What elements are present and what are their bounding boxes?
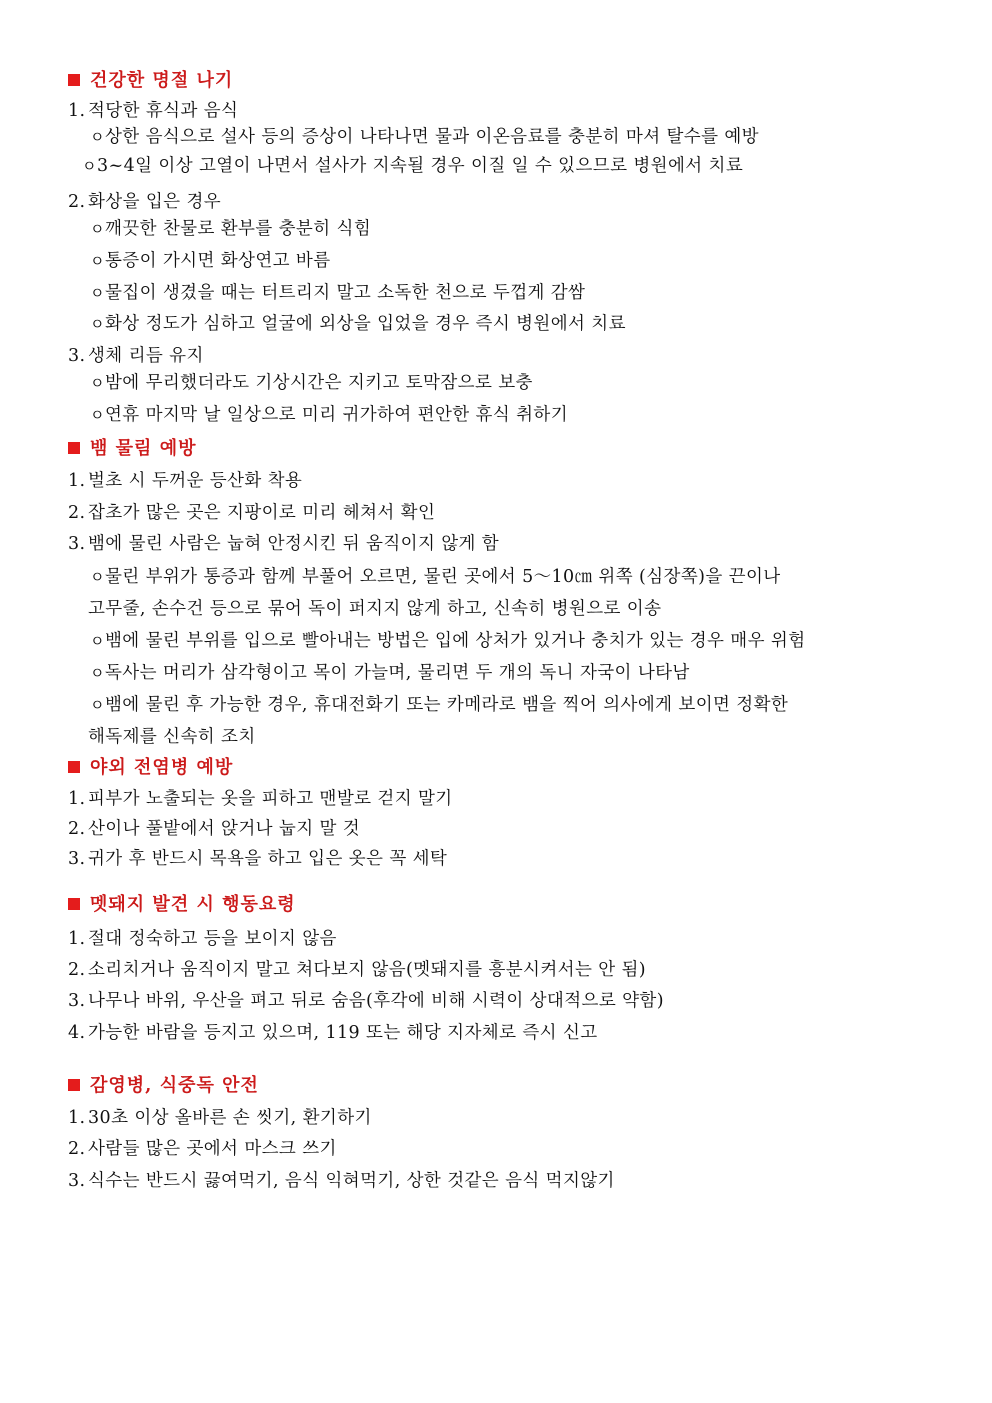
sub-bullet: ㅇ깨끗한 찬물로 환부를 충분히 식힘 <box>90 219 372 239</box>
square-bullet-icon <box>68 1079 80 1091</box>
list-item: 3. 생체 리듬 유지 <box>68 346 204 366</box>
circle-bullet-icon: ㅇ <box>90 568 105 586</box>
sub-bullet: ㅇ독사는 머리가 삼각형이고 목이 가늘며, 물리면 두 개의 독니 자국이 나타남 <box>90 663 690 683</box>
sub-bullet: ㅇ밤에 무리했더라도 기상시간은 지키고 토막잠으로 보충 <box>90 373 533 393</box>
sub-bullet-continuation: 해독제를 신속히 조치 <box>88 727 256 747</box>
sub-bullet: ㅇ연휴 마지막 날 일상으로 미리 귀가하여 편안한 휴식 취하기 <box>90 405 569 425</box>
list-item: 2. 화상을 입은 경우 <box>68 192 222 212</box>
circle-bullet-icon: ㅇ <box>90 315 105 333</box>
circle-bullet-icon: ㅇ <box>90 128 105 146</box>
list-item: 1. 30초 이상 올바른 손 씻기, 환기하기 <box>68 1108 372 1128</box>
list-item: 1. 적당한 휴식과 음식 <box>68 101 239 121</box>
list-item: 2. 산이나 풀밭에서 앉거나 눕지 말 것 <box>68 819 361 839</box>
square-bullet-icon <box>68 74 80 86</box>
circle-bullet-icon: ㅇ <box>90 252 105 270</box>
list-item: 2. 사람들 많은 곳에서 마스크 쓰기 <box>68 1139 337 1159</box>
section-heading: 뱀 물림 예방 <box>68 438 196 460</box>
circle-bullet-icon: ㅇ <box>90 632 105 650</box>
list-item: 3. 귀가 후 반드시 목욕을 하고 입은 옷은 꼭 세탁 <box>68 849 448 869</box>
circle-bullet-icon: ㅇ <box>90 284 105 302</box>
sub-bullet: ㅇ통증이 가시면 화상연고 바름 <box>90 251 331 271</box>
sub-bullet: ㅇ화상 정도가 심하고 얼굴에 외상을 입었을 경우 즉시 병원에서 치료 <box>90 314 626 334</box>
circle-bullet-icon: ㅇ <box>90 220 105 238</box>
section-heading: 감영병, 식중독 안전 <box>68 1075 259 1097</box>
list-item: 1. 벌초 시 두꺼운 등산화 착용 <box>68 471 303 491</box>
list-item: 2. 잡초가 많은 곳은 지팡이로 미리 헤쳐서 확인 <box>68 503 436 523</box>
list-item: 4. 가능한 바람을 등지고 있으며, 119 또는 해당 지자체로 즉시 신고 <box>68 1023 598 1043</box>
section-heading: 야외 전염병 예방 <box>68 757 233 779</box>
square-bullet-icon <box>68 761 80 773</box>
sub-bullet: ㅇ뱀에 물린 후 가능한 경우, 휴대전화기 또는 카메라로 뱀을 찍어 의사에게 보이면 정확한 <box>90 695 789 715</box>
section-heading: 멧돼지 발견 시 행동요령 <box>68 894 296 916</box>
circle-bullet-icon: ㅇ <box>90 664 105 682</box>
sub-bullet: ㅇ상한 음식으로 설사 등의 증상이 나타나면 물과 이온음료를 충분히 마셔 탈수를 예방 <box>90 127 759 147</box>
square-bullet-icon <box>68 442 80 454</box>
list-item: 3. 뱀에 물린 사람은 눕혀 안정시킨 뒤 움직이지 않게 함 <box>68 534 500 554</box>
sub-bullet: ㅇ물집이 생겼을 때는 터트리지 말고 소독한 천으로 두껍게 감쌈 <box>90 283 586 303</box>
list-item: 3. 식수는 반드시 끓여먹기, 음식 익혀먹기, 상한 것같은 음식 먹지않기 <box>68 1171 615 1191</box>
sub-bullet: ㅇ3~4일 이상 고열이 나면서 설사가 지속될 경우 이질 일 수 있으므로 병원에서 치료 <box>82 156 744 176</box>
list-item: 3. 나무나 바위, 우산을 펴고 뒤로 숨음(후각에 비해 시력이 상대적으로 약함) <box>68 991 664 1011</box>
list-item: 1. 피부가 노출되는 옷을 피하고 맨발로 걷지 말기 <box>68 789 453 809</box>
square-bullet-icon <box>68 898 80 910</box>
circle-bullet-icon: ㅇ <box>90 406 105 424</box>
section-heading: 건강한 명절 나기 <box>68 70 233 92</box>
sub-bullet: ㅇ물린 부위가 통증과 함께 부풀어 오르면, 물린 곳에서 5～10㎝ 위쪽 (심장쪽)을 끈이나 <box>90 567 781 587</box>
circle-bullet-icon: ㅇ <box>82 157 97 175</box>
list-item: 1. 절대 정숙하고 등을 보이지 않음 <box>68 929 337 949</box>
sub-bullet-continuation: 고무줄, 손수건 등으로 묶어 독이 퍼지지 않게 하고, 신속히 병원으로 이송 <box>88 599 662 619</box>
list-item: 2. 소리치거나 움직이지 말고 쳐다보지 않음(멧돼지를 흥분시켜서는 안 됨) <box>68 960 647 980</box>
circle-bullet-icon: ㅇ <box>90 374 105 392</box>
circle-bullet-icon: ㅇ <box>90 696 105 714</box>
sub-bullet: ㅇ뱀에 물린 부위를 입으로 빨아내는 방법은 입에 상처가 있거나 충치가 있는 경우 매우 위험 <box>90 631 806 651</box>
